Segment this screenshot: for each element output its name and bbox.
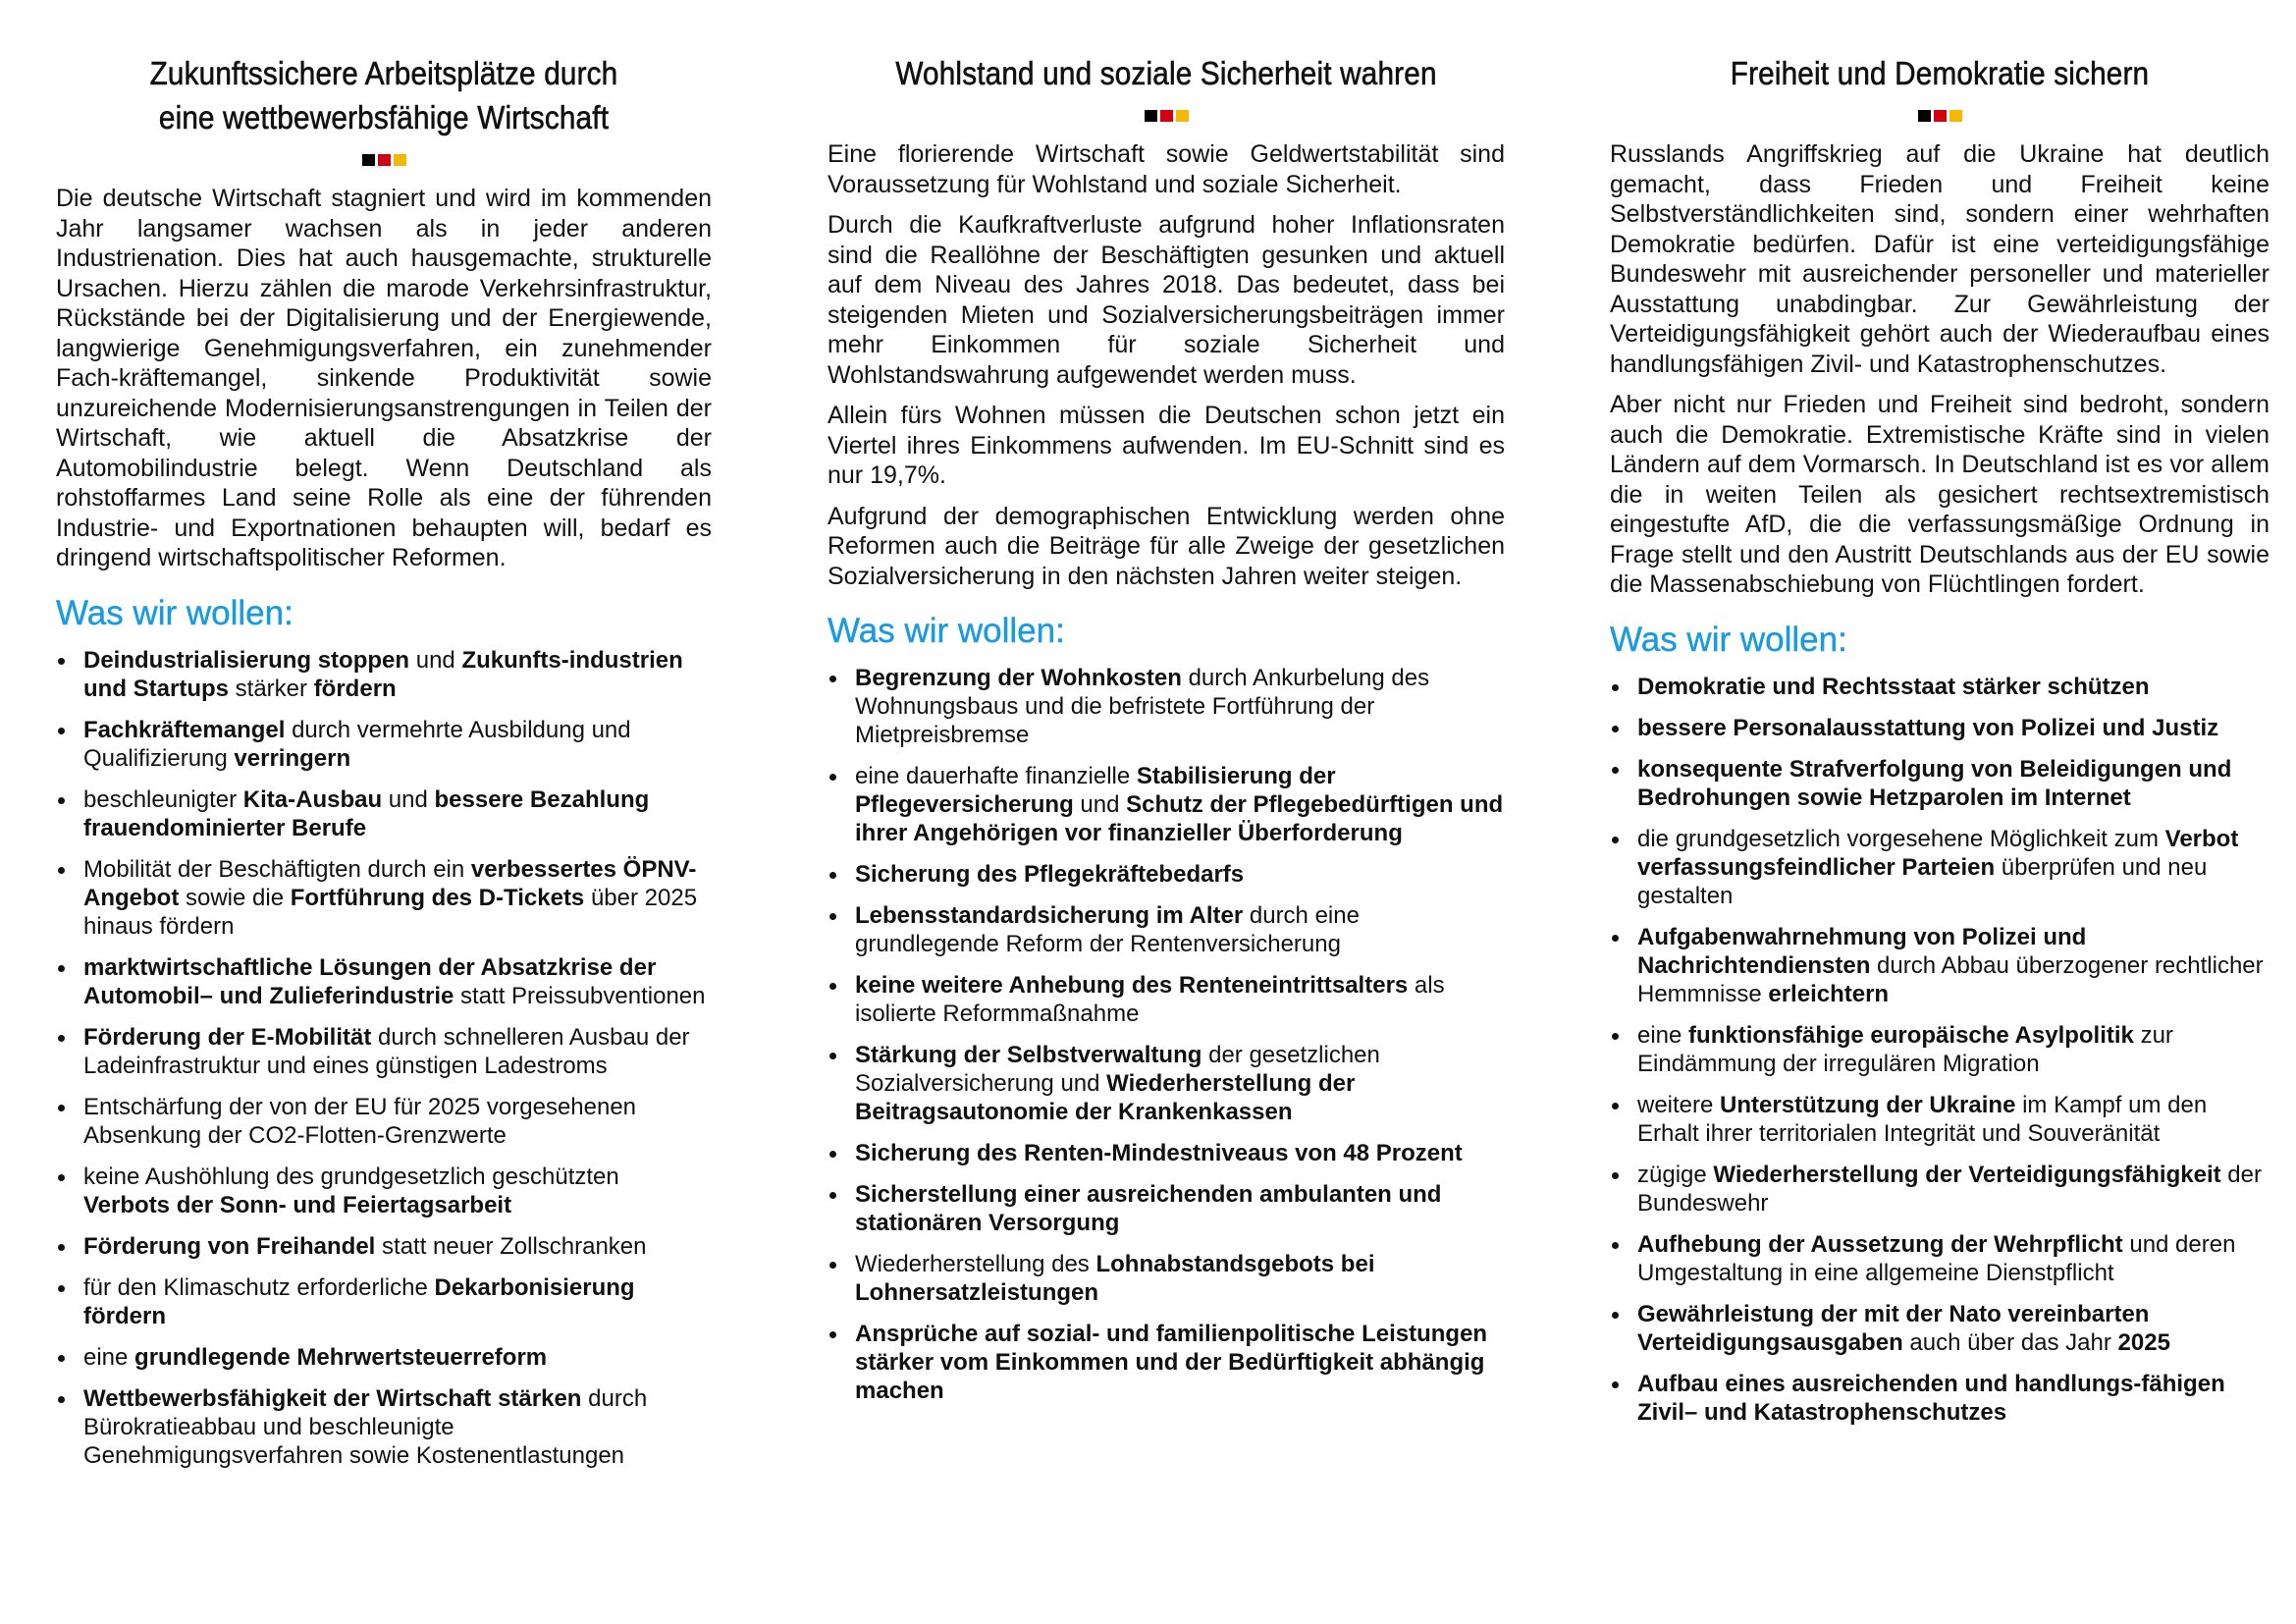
column-title xyxy=(1643,51,2237,95)
list-item xyxy=(56,855,712,941)
emphasis-text: verringern xyxy=(234,744,351,772)
wants-heading: Was wir wollen: xyxy=(1610,620,1847,659)
item-text: Entschärfung der von der EU für 2025 vorgesehenen Absenkung der CO2-Flotten-Grenzwerte xyxy=(83,1093,637,1149)
list-item xyxy=(828,1320,1505,1405)
item-text: keine Aushöhlung des grundgesetzlich geschützten xyxy=(83,1163,619,1190)
emphasis-text: funktionsfähige europäische Asylpolitik xyxy=(1688,1021,2134,1049)
item-text: zügige xyxy=(1637,1161,1714,1188)
item-text: durch Ankurbelung des Wohnungsbaus und die befristete Fortführung der Mietpreisbremse xyxy=(855,665,1430,748)
demands-list xyxy=(828,664,1505,1405)
paragraph: Allein fürs Wohnen müssen die Deutschen schon jetzt ein Viertel ihres Einkommens aufwenden. Im EU-Schnitt sind es nur 19,7%. xyxy=(828,402,1505,489)
flag-icon xyxy=(56,154,712,166)
list-item xyxy=(828,1250,1505,1307)
list-item xyxy=(56,953,712,1010)
column-social xyxy=(828,51,1505,1418)
list-item xyxy=(828,664,1505,749)
column-title xyxy=(88,51,678,139)
list-item xyxy=(1610,1161,2269,1218)
item-text: der gesetzlichen Sozialversicherung und xyxy=(855,1042,1380,1097)
item-text: und xyxy=(409,646,462,674)
list-item xyxy=(56,1093,712,1150)
list-item xyxy=(828,971,1505,1028)
item-text: statt Preissubventionen xyxy=(454,982,706,1009)
emphasis-text: konsequente Strafverfolgung von Beleidigungen und Bedrohungen sowie Hetzparolen im Internet xyxy=(1637,755,2232,811)
paragraph: Russlands Angriffskrieg auf die Ukraine hat deutlich gemacht, dass Frieden und Freiheit keine Selbstverständlichkeiten sind, sondern einer wehrhaften Demokratie bedürfen. Dafür ist eine verteidigungsfähige Bundeswehr mit ausreichender personeller und materieller Ausstattung unabdingbar. Zur Gewährleistung der Verteidigungsfähigkeit gehört auch der Wiederaufbau eines handlungsfähigen Zivil- und Katastrophenschutzes. xyxy=(1610,140,2269,378)
emphasis-text: Begrenzung der Wohnkosten xyxy=(855,665,1182,691)
list-item xyxy=(56,646,712,703)
emphasis-text: Gewährleistung der mit der Nato vereinbarten Verteidigungsausgaben xyxy=(1637,1300,2150,1356)
wants-heading: Was wir wollen: xyxy=(56,593,294,632)
wants-heading: Was wir wollen: xyxy=(828,612,1065,650)
column-economy xyxy=(56,51,712,1483)
list-item xyxy=(1610,1370,2269,1427)
item-text: über 2025 hinaus fördern xyxy=(83,884,698,940)
title-line: Zukunftssichere Arbeitsplätze durch xyxy=(149,55,618,91)
item-text: eine xyxy=(1637,1021,1689,1049)
list-item xyxy=(828,1041,1505,1126)
paragraph: Durch die Kaufkraftverluste aufgrund hoher Inflationsraten sind die Reallöhne der Beschäftigten gesunken und aktuell auf dem Niveau des Jahres 2018. Das bedeutet, dass bei steigenden Mieten und Sozialversicherungsbeiträgen immer mehr Einkommen für soziale Sicherheit und Wohlstandswahrung aufgewendet werden muss. xyxy=(828,211,1505,389)
emphasis-text: Unterstützung der Ukraine xyxy=(1720,1091,2016,1118)
emphasis-text: bessere Bezahlung frauendominierter Berufe xyxy=(83,785,650,841)
paragraph: Aber nicht nur Frieden und Freiheit sind bedroht, sondern auch die Demokratie. Extremistische Kräfte sind in vielen Ländern auf dem Vormarsch. In Deutschland ist es vor allem die in weiten Teilen als gesichert rechtsextremistisch eingestufte AfD, die die verfassungsmäßige Ordnung in Frage stellt und den Austritt Deutschlands aus der EU sowie die Massenabschiebung von Flüchtlingen fordert. xyxy=(1610,391,2269,598)
list-item xyxy=(56,1384,712,1470)
list-item xyxy=(1610,673,2269,701)
demands-list xyxy=(1610,673,2269,1427)
list-item xyxy=(56,1163,712,1219)
list-item xyxy=(828,901,1505,958)
paragraph: Die deutsche Wirtschaft stagniert und wird im kommenden Jahr langsamer wachsen als in jeder anderen Industrienation. Dies hat auch hausgemachte, strukturelle Ursachen. Hierzu zählen die marode Verkehrsinfrastruktur, Rückstände bei der Digitalisierung und der Energiewende, langwierige Genehmigungsverfahren, ein zunehmender Fach-kräftemangel, sinkende Produktivität sowie unzureichende Modernisierungsanstrengungen in Teilen der Wirtschaft, wie aktuell die Absatzkrise der Automobilindustrie belegt. Wenn Deutschland als rohstoffarmes Land seine Rolle als eine der führenden Industrie- und Exportnationen behaupten will, bedarf es dringend wirtschaftspolitischer Reformen. xyxy=(56,185,712,571)
list-item xyxy=(1610,923,2269,1008)
emphasis-text: marktwirtschaftliche Lösungen der Absatzkrise der Automobil– und Zulieferindustrie xyxy=(83,953,657,1009)
title-line: Freiheit und Demokratie sichern xyxy=(1730,55,2150,91)
intro-text xyxy=(56,184,712,573)
list-item xyxy=(1610,755,2269,812)
emphasis-text: bessere Personalausstattung von Polizei und Justiz xyxy=(1637,714,2219,741)
emphasis-text: Aufhebung der Aussetzung der Wehrpflicht xyxy=(1637,1230,2123,1258)
item-text: überprüfen und neu gestalten xyxy=(1637,853,2208,909)
item-text: der Bundeswehr xyxy=(1637,1161,2262,1217)
item-text: Mobilität der Beschäftigten durch ein xyxy=(83,855,471,883)
item-text: als isolierte Reformmaßnahme xyxy=(855,972,1445,1027)
paragraph: Aufgrund der demographischen Entwicklung werden ohne Reformen auch die Beiträge für alle Zweige der gesetzlichen Sozialversicherung in den nächsten Jahren weiter steigen. xyxy=(828,502,1505,590)
item-text: statt neuer Zollschranken xyxy=(375,1232,647,1260)
emphasis-text: Aufbau eines ausreichenden und handlungs-fähigen Zivil– und Katastrophenschutzes xyxy=(1637,1370,2225,1426)
emphasis-text: Lohnabstandsgebots bei Lohnersatzleistungen xyxy=(855,1251,1375,1306)
list-item xyxy=(56,1023,712,1080)
emphasis-text: Demokratie und Rechtsstaat stärker schützen xyxy=(1637,673,2150,700)
item-text: durch vermehrte Ausbildung und Qualifizierung xyxy=(83,716,631,772)
column-title xyxy=(862,51,1471,95)
list-item xyxy=(1610,1300,2269,1357)
list-item xyxy=(828,1139,1505,1167)
emphasis-text: keine weitere Anhebung des Renteneintrittsalters xyxy=(855,972,1409,999)
emphasis-text: Sicherung des Renten-Mindestniveaus von 48 Prozent xyxy=(855,1140,1463,1166)
list-item xyxy=(56,1343,712,1372)
emphasis-text: 2025 xyxy=(2117,1328,2170,1356)
list-item xyxy=(828,762,1505,847)
item-text: weitere xyxy=(1637,1091,1721,1118)
emphasis-text: Fortführung des D-Tickets xyxy=(290,884,585,911)
emphasis-text: Ansprüche auf sozial- und familienpolitische Leistungen stärker vom Einkommen und der Bedürftigkeit abhängig machen xyxy=(855,1321,1488,1404)
flag-icon xyxy=(1610,110,2269,122)
item-text: sowie die xyxy=(179,884,291,911)
emphasis-text: Förderung der E-Mobilität xyxy=(83,1023,372,1051)
flag-icon xyxy=(828,110,1505,122)
emphasis-text: Dekarbonisierung fördern xyxy=(83,1273,635,1329)
list-item xyxy=(828,860,1505,889)
emphasis-text: Sicherstellung einer ausreichenden ambulanten und stationären Versorgung xyxy=(855,1181,1442,1236)
item-text: durch schnelleren Ausbau der Ladeinfrastruktur und eines günstigen Ladestroms xyxy=(83,1023,690,1079)
item-text: für den Klimaschutz erforderliche xyxy=(83,1273,435,1301)
item-text: und xyxy=(382,785,435,813)
paragraph: Eine florierende Wirtschaft sowie Geldwertstabilität sind Voraussetzung für Wohlstand und soziale Sicherheit. xyxy=(828,140,1505,198)
emphasis-text: Fachkräftemangel xyxy=(83,716,286,743)
emphasis-text: Wiederherstellung der Verteidigungsfähigkeit xyxy=(1713,1161,2221,1188)
list-item xyxy=(56,716,712,773)
list-item xyxy=(1610,825,2269,910)
emphasis-text: Stabilisierung der Pflegeversicherung xyxy=(855,763,1336,818)
list-item xyxy=(1610,714,2269,742)
list-item xyxy=(828,1180,1505,1237)
emphasis-text: grundlegende Mehrwertsteuerreform xyxy=(134,1343,548,1371)
list-item xyxy=(1610,1091,2269,1148)
emphasis-text: Förderung von Freihandel xyxy=(83,1232,376,1260)
title-line: eine wettbewerbsfähige Wirtschaft xyxy=(158,99,610,135)
emphasis-text: Kita-Ausbau xyxy=(242,785,383,813)
list-item xyxy=(56,785,712,842)
item-text: eine dauerhafte finanzielle xyxy=(855,763,1137,789)
emphasis-text: verbessertes ÖPNV-Angebot xyxy=(83,855,697,911)
item-text: stärker xyxy=(229,675,314,702)
demands-list xyxy=(56,646,712,1470)
list-item xyxy=(56,1273,712,1330)
emphasis-text: Stärkung der Selbstverwaltung xyxy=(855,1042,1202,1068)
emphasis-text: Zukunfts-industrien und Startups xyxy=(83,646,683,702)
emphasis-text: Lebensstandardsicherung im Alter xyxy=(855,902,1244,929)
item-text: auch über das Jahr xyxy=(1902,1328,2118,1356)
emphasis-text: erleichtern xyxy=(1768,980,1890,1007)
item-text: zur Eindämmung der irregulären Migration xyxy=(1637,1021,2173,1077)
emphasis-text: Verbot verfassungsfeindlicher Parteien xyxy=(1637,825,2239,881)
item-text: und deren Umgestaltung in eine allgemeine Dienstpflicht xyxy=(1637,1230,2236,1286)
emphasis-text: Wiederherstellung der Beitragsautonomie der Krankenkassen xyxy=(855,1070,1356,1125)
item-text: beschleunigter xyxy=(83,785,243,813)
emphasis-text: Aufgabenwahrnehmung von Polizei und Nachrichtendiensten xyxy=(1637,923,2087,979)
emphasis-text: fördern xyxy=(313,675,397,702)
item-text: Wiederherstellung des xyxy=(855,1251,1096,1277)
emphasis-text: Schutz der Pflegebedürftigen und ihrer Angehörigen vor finanzieller Überforderung xyxy=(855,791,1504,846)
emphasis-text: Verbots der Sonn- und Feiertagsarbeit xyxy=(83,1191,512,1218)
list-item xyxy=(56,1232,712,1261)
column-democracy xyxy=(1610,51,2269,1439)
item-text: eine xyxy=(83,1343,135,1371)
item-text: durch Abbau überzogener rechtlicher Hemmnisse xyxy=(1637,951,2264,1007)
item-text: im Kampf um den Erhalt ihrer territorialen Integrität und Souveränität xyxy=(1637,1091,2208,1147)
list-item xyxy=(1610,1021,2269,1078)
item-text: durch Bürokratieabbau und beschleunigte Genehmigungsverfahren sowie Kostenentlastungen xyxy=(83,1384,648,1469)
intro-text xyxy=(1610,139,2269,600)
emphasis-text: Sicherung des Pflegekräftebedarfs xyxy=(855,861,1245,888)
list-item xyxy=(1610,1230,2269,1287)
emphasis-text: Deindustrialisierung stoppen xyxy=(83,646,410,674)
emphasis-text: Wettbewerbsfähigkeit der Wirtschaft stärken xyxy=(83,1384,582,1412)
item-text: und xyxy=(1073,791,1127,818)
item-text: die grundgesetzlich vorgesehene Möglichkeit zum xyxy=(1637,825,2165,852)
item-text: durch eine grundlegende Reform der Rentenversicherung xyxy=(855,902,1360,957)
intro-text xyxy=(828,139,1505,591)
title-line: Wohlstand und soziale Sicherheit wahren xyxy=(895,55,1437,91)
